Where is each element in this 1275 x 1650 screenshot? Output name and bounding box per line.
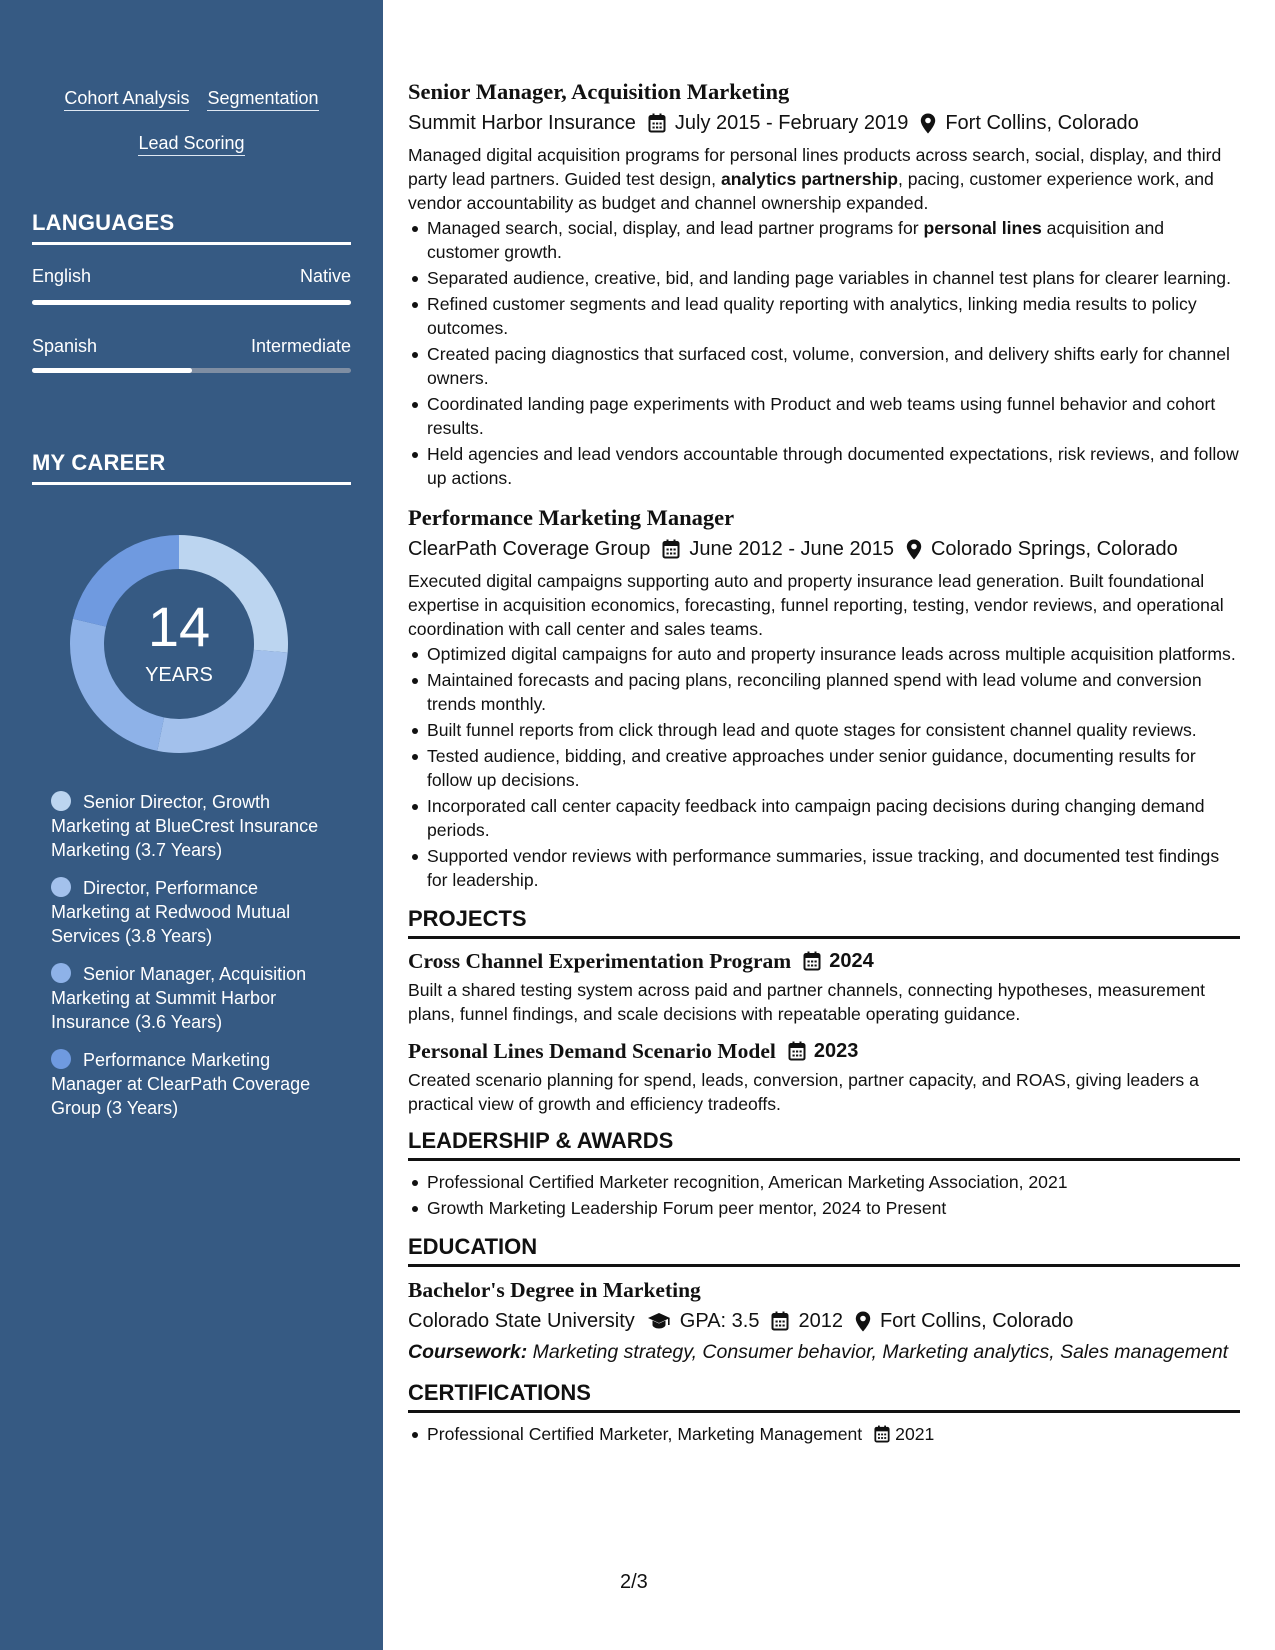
job-location: Colorado Springs, Colorado: [930, 538, 1178, 560]
job-bullet: Optimized digital campaigns for auto and property insurance leads across multiple acquisition platforms.: [408, 642, 1240, 666]
school-location: Fort Collins, Colorado: [879, 1310, 1074, 1332]
project-year: 2023: [813, 1040, 859, 1062]
career-role-item: [51, 876, 331, 948]
location-pin-icon: [906, 539, 922, 560]
language-bar-spanish: [32, 368, 351, 373]
project-name: Cross Channel Experimentation Program: [408, 949, 792, 973]
language-bar-fill: [32, 368, 192, 373]
location-pin-icon: [855, 1311, 871, 1332]
summary-emphasis: analytics partnership: [720, 169, 898, 189]
calendar-icon: [771, 1311, 789, 1331]
language-bar-english: [32, 300, 351, 305]
job-entry: [408, 78, 1240, 490]
certification-item: [408, 1422, 1240, 1446]
job-bullets: [408, 216, 1240, 490]
career-years-label: YEARS: [145, 664, 213, 686]
job-company: ClearPath Coverage Group: [408, 538, 651, 560]
calendar-icon: [803, 951, 821, 971]
degree-title: Bachelor's Degree in Marketing: [408, 1278, 701, 1302]
job-summary: Executed digital campaigns supporting auto and property insurance lead generation. Built foundational expertise in acquisition economics, forecasting, funnel reporting, testing, vendor reviews, and operational coordination with call center and sales teams.: [408, 571, 1224, 639]
certification-name: Professional Certified Marketer, Marketing Management: [427, 1424, 863, 1444]
job-dates: June 2012 - June 2015: [689, 538, 894, 560]
skill-tag[interactable]: Segmentation: [207, 88, 318, 111]
language-level: Native: [299, 266, 351, 286]
career-role-text: Senior Manager, Acquisition Marketing at Summit Harbor Insurance (3.6 Years): [51, 964, 307, 1032]
job-meta: [408, 535, 1240, 563]
career-role-text: Director, Performance Marketing at Redwood Mutual Services (3.8 Years): [51, 878, 291, 946]
calendar-icon: [874, 1425, 890, 1443]
sidebar: [0, 0, 383, 1650]
career-dot-icon: [51, 963, 71, 983]
job-dates: July 2015 - February 2019: [674, 112, 909, 134]
main-content: [408, 78, 1240, 1448]
certifications-section: [408, 1380, 1240, 1446]
job-bullet: Tested audience, bidding, and creative approaches under senior guidance, documenting results for follow up decisions.: [408, 744, 1240, 792]
job-bullet: [408, 216, 1240, 264]
job-company: Summit Harbor Insurance: [408, 112, 636, 134]
job-bullet: Coordinated landing page experiments with Product and web teams using funnel behavior and cohort results.: [408, 392, 1240, 440]
coursework: [408, 1340, 1240, 1364]
summary-text: Managed digital acquisition programs for personal lines products across search, social, display, and third party lead partners. Guided test design,: [408, 145, 1222, 189]
job-entry: [408, 504, 1240, 892]
project-description: Created scenario planning for spend, leads, conversion, partner capacity, and ROAS, giving leaders a practical view of growth and efficiency tradeoffs.: [408, 1070, 1199, 1114]
project-title-row: [408, 948, 1240, 974]
bullet-text: Managed search, social, display, and lead partner programs for: [427, 218, 924, 238]
project-description: Built a shared testing system across paid and partner channels, connecting hypotheses, measurement plans, funnel findings, and scale decisions with repeatable operating guidance.: [408, 980, 1206, 1024]
career-heading: MY CAREER: [32, 450, 351, 485]
skill-tag[interactable]: Cohort Analysis: [64, 88, 189, 111]
career-role-item: [51, 1048, 331, 1120]
job-title: Senior Manager, Acquisition Marketing: [408, 79, 790, 104]
career-dot-icon: [51, 791, 71, 811]
career-role-item: [51, 790, 331, 862]
career-role-item: [51, 962, 331, 1034]
project-name: Personal Lines Demand Scenario Model: [408, 1039, 776, 1063]
coursework-text: Marketing strategy, Consumer behavior, Marketing analytics, Sales management: [527, 1341, 1229, 1363]
job-bullet: Built funnel reports from click through lead and quote stages for consistent channel quality reviews.: [408, 718, 1240, 742]
career-total-years: 14: [147, 595, 211, 658]
job-title: Performance Marketing Manager: [408, 505, 735, 530]
awards-section: [408, 1128, 1240, 1220]
bullet-emphasis: personal lines: [923, 218, 1042, 238]
projects-section: [408, 906, 1240, 1116]
job-bullet: Maintained forecasts and pacing plans, reconciling planned spend with lead volume and conversion trends monthly.: [408, 668, 1240, 716]
school-name: Colorado State University: [408, 1310, 635, 1332]
job-bullet: Supported vendor reviews with performance summaries, issue tracking, and documented test findings for leadership.: [408, 844, 1240, 892]
language-level: Intermediate: [250, 336, 351, 356]
location-pin-icon: [920, 113, 936, 134]
job-bullet: Incorporated call center capacity feedback into campaign pacing decisions during changing demand periods.: [408, 794, 1240, 842]
job-meta: [408, 109, 1240, 137]
bullet-text: acquisition and customer growth.: [427, 218, 1165, 262]
skill-tag[interactable]: Lead Scoring: [138, 133, 244, 156]
job-bullet: Held agencies and lead vendors accountable through documented expectations, risk reviews, and follow up actions.: [408, 442, 1240, 490]
projects-heading: PROJECTS: [408, 906, 1240, 939]
project-year: 2024: [829, 950, 874, 972]
education-meta: [408, 1307, 1240, 1335]
graduation-year: 2012: [798, 1310, 843, 1332]
certifications-list: [408, 1422, 1240, 1446]
award-item: Professional Certified Marketer recognition, American Marketing Association, 2021: [408, 1170, 1240, 1194]
language-row-english: [32, 266, 351, 287]
education-heading: EDUCATION: [408, 1234, 1240, 1267]
award-item: Growth Marketing Leadership Forum peer mentor, 2024 to Present: [408, 1196, 1240, 1220]
language-bar-fill: [32, 300, 351, 305]
job-bullet: Separated audience, creative, bid, and landing page variables in channel test plans for clearer learning.: [408, 266, 1240, 290]
skills-list: [32, 88, 351, 156]
job-summary: [408, 143, 1240, 215]
education-section: [408, 1234, 1240, 1364]
career-role-text: Senior Director, Growth Marketing at BlueCrest Insurance Marketing (3.7 Years): [51, 792, 319, 860]
page-number: 2/3: [620, 1571, 648, 1593]
certification-year: 2021: [895, 1424, 935, 1444]
languages-heading: LANGUAGES: [32, 210, 351, 245]
career-dot-icon: [51, 1049, 71, 1069]
career-roles-list: [51, 790, 331, 1134]
awards-heading: LEADERSHIP & AWARDS: [408, 1128, 1240, 1161]
gpa: GPA: 3.5: [679, 1310, 760, 1332]
job-bullets: [408, 642, 1240, 892]
career-role-text: Performance Marketing Manager at ClearPath Coverage Group (3 Years): [51, 1050, 311, 1118]
certifications-heading: CERTIFICATIONS: [408, 1380, 1240, 1413]
summary-text: , pacing, customer experience work, and vendor accountability as budget and channel ownership expanded.: [408, 169, 1214, 213]
job-bullet: Refined customer segments and lead quality reporting with analytics, linking media results to policy outcomes.: [408, 292, 1240, 340]
graduation-cap-icon: [647, 1312, 671, 1330]
career-dot-icon: [51, 877, 71, 897]
calendar-icon: [648, 113, 666, 133]
language-row-spanish: [32, 336, 351, 357]
career-donut-chart: [66, 531, 292, 757]
language-name: Spanish: [32, 336, 98, 356]
awards-list: [408, 1170, 1240, 1220]
job-location: Fort Collins, Colorado: [945, 112, 1139, 134]
coursework-label: Coursework:: [408, 1341, 528, 1363]
calendar-icon: [788, 1041, 806, 1061]
calendar-icon: [662, 539, 680, 559]
project-title-row: [408, 1038, 1240, 1064]
job-bullet: Created pacing diagnostics that surfaced cost, volume, conversion, and delivery shifts early for channel owners.: [408, 342, 1240, 390]
language-name: English: [32, 266, 92, 286]
